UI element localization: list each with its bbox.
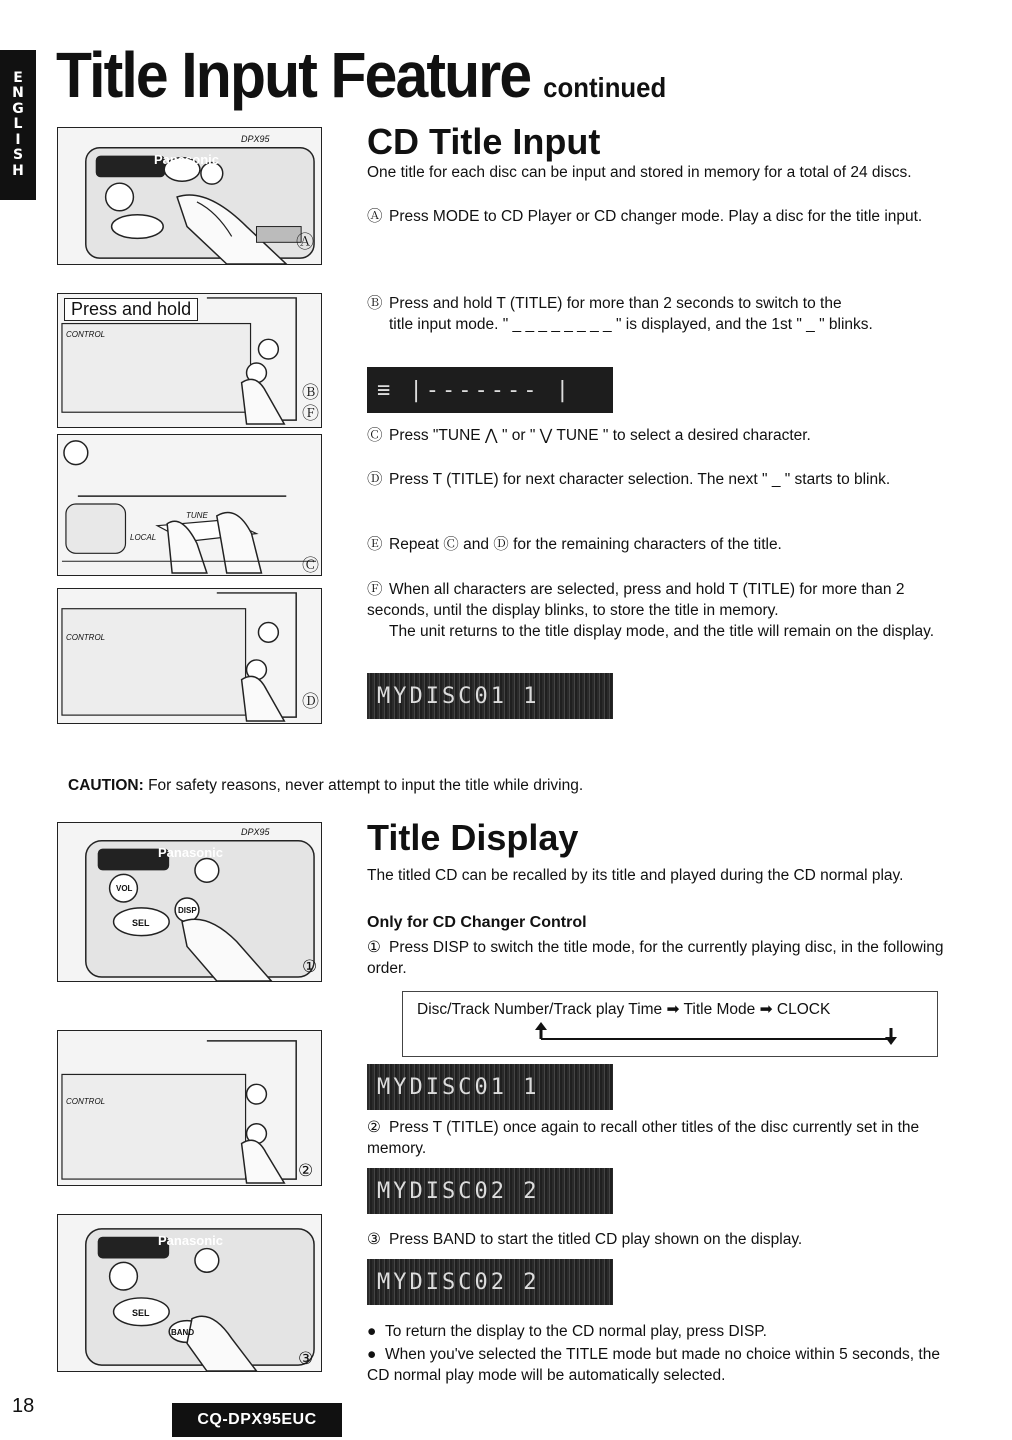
cd-title-input-intro: One title for each disc can be input and stored in memory for a total of 24 discs. [367,164,912,181]
step-a-text: Press MODE to CD Player or CD changer mode. Play a disc for the title input. [389,208,923,225]
step-3 [367,1229,962,1250]
step-e [367,534,962,555]
step-d-mark: Ⓓ [367,470,383,488]
label-3: ③ [298,1349,314,1369]
label-c: Ⓒ [302,556,319,576]
label-f: Ⓕ [302,404,319,424]
step-a [367,206,962,227]
page-number: 18 [12,1395,35,1417]
lang-letter: I [15,131,21,148]
label-d: Ⓓ [302,692,319,712]
step-2 [367,1117,962,1159]
label-a: Ⓐ [296,232,314,253]
step-f-text-2: The unit returns to the title display mode, and the title will remain on the display. [389,623,935,640]
lcd-display-title-2: MYDISC02 2 [367,1168,613,1214]
lang-letter: E [13,69,23,86]
sel-label: SEL [132,1308,150,1318]
label-1: ① [302,957,318,977]
vol-label: VOL [116,884,133,893]
panasonic-logo: Panasonic [158,845,224,860]
lcd-display-blank: ≡ |------- | [367,367,613,413]
step-b-text-2: title input mode. " _ _ _ _ _ _ _ _ " is displayed, and the 1st " _ " blinks. [389,316,873,333]
illustration-tune-buttons [57,434,322,576]
tune-label: TUNE [186,511,208,520]
illustration-mode-button [57,127,322,265]
note-text: To return the display to the CD normal play, press DISP. [385,1323,767,1340]
step-c [367,425,962,446]
step-e-text: Repeat Ⓒ and Ⓓ for the remaining characters of the title. [389,536,782,553]
lcd-display-title-3: MYDISC02 2 [367,1259,613,1305]
model-label-small: DPX95 [241,827,270,837]
step-d-text: Press T (TITLE) for next character selection. The next " _ " starts to blink. [389,471,891,488]
note-bullet: ● When you've selected the TITLE mode but made no choice within 5 seconds, the CD normal play mode will be automatically selected. [367,1346,940,1384]
model-number-badge: CQ-DPX95EUC [172,1403,342,1437]
step-3-text: Press BAND to start the titled CD play shown on the display. [389,1231,803,1248]
step-2-text: Press T (TITLE) once again to recall other titles of the disc currently set in the memory. [367,1119,920,1157]
band-label: BAND [171,1328,195,1337]
step-b-text-1: Press and hold T (TITLE) for more than 2 seconds to switch to the [389,295,842,312]
label-b: Ⓑ [302,383,319,403]
step-1-text: Press DISP to switch the title mode, for the currently playing disc, in the following order. [367,939,944,977]
local-label: LOCAL [130,533,157,542]
lang-letter: N [12,85,24,102]
note-bullet: ● To return the display to the CD normal play, press DISP. [367,1323,767,1340]
label-2: ② [298,1161,314,1181]
step-f-text: When all characters are selected, press and hold T (TITLE) for more than 2 seconds, until the display blinks, to store the title in memory. [367,581,905,619]
sel-label: SEL [132,918,150,928]
language-tab [0,50,36,200]
title-display-heading: Title Display [367,817,579,858]
page-title-main: Title Input Feature [56,39,531,111]
step-1-mark: ① [367,938,381,956]
step-e-mark: Ⓔ [367,535,383,553]
lang-letter: L [13,116,23,133]
model-label-small: DPX95 [241,134,270,144]
illustration-title-button-2 [57,588,322,724]
step-2-mark: ② [367,1118,381,1136]
lang-letter: H [12,162,24,179]
step-f [367,579,962,642]
step-d [367,469,962,490]
step-c-text: Press "TUNE ⋀ " or " ⋁ TUNE " to select a desired character. [389,427,811,444]
control-label: CONTROL [66,1097,106,1106]
disp-label: DISP [178,906,197,915]
caution-label: CAUTION: [68,777,144,794]
lcd-display-mydisc01: MYDISC01 1 [367,673,613,719]
page-title [56,40,666,123]
display-mode-flow-box [402,991,938,1057]
step-b-mark: Ⓑ [367,294,383,312]
step-c-mark: Ⓒ [367,426,383,444]
page-title-continued: continued [543,72,667,103]
title-display-intro: The titled CD can be recalled by its title and played during the CD normal play. [367,867,904,884]
control-label: CONTROL [66,330,106,339]
press-and-hold-label: Press and hold [64,298,198,321]
lang-letter: S [12,147,24,164]
illustration-title-button [57,293,322,428]
illustration-band-button [57,1214,322,1372]
step-a-mark: Ⓐ [367,207,383,225]
illustration-disp-button [57,822,322,982]
lang-letter: G [12,100,24,117]
return-arrow-icon [403,992,939,1058]
step-b [367,293,962,335]
control-label: CONTROL [66,633,106,642]
caution-note [68,777,583,795]
caution-text: For safety reasons, never attempt to input the title while driving. [143,777,584,794]
display-mode-flow: Disc/Track Number/Track play Time ➡ Title Mode ➡ CLOCK [417,1001,831,1018]
panasonic-logo: Panasonic [158,1233,224,1248]
panasonic-logo: Panasonic [154,152,220,167]
lcd-display-title-1: MYDISC01 1 [367,1064,613,1110]
illustration-title-button-3 [57,1030,322,1186]
cd-title-input-heading: CD Title Input [367,121,601,162]
note-text: When you've selected the TITLE mode but made no choice within 5 seconds, the CD normal play mode will be automatically selected. [367,1346,940,1384]
changer-control-subhead: Only for CD Changer Control [367,914,587,931]
step-f-mark: Ⓕ [367,580,383,598]
step-3-mark: ③ [367,1230,381,1248]
step-1 [367,937,962,979]
